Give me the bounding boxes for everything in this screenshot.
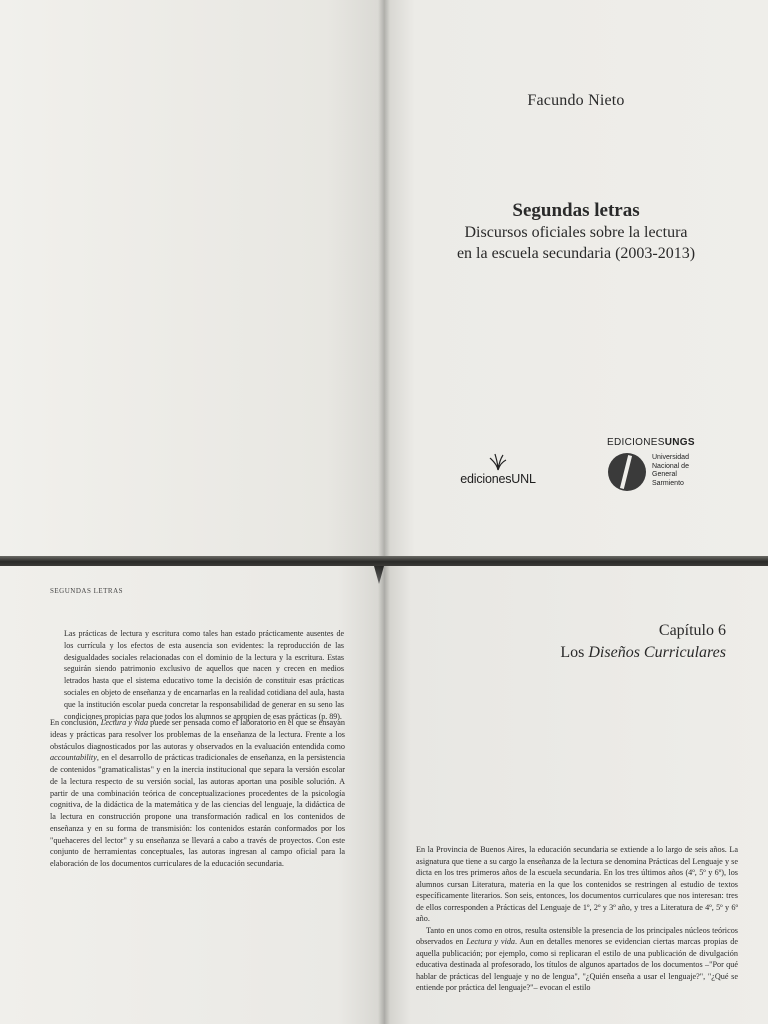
para2-italic: Lectura y vida <box>466 937 516 946</box>
body-italic-2: accountability <box>50 753 97 763</box>
chapter-title-italic: Diseños Curriculares <box>588 644 726 661</box>
body-text-c: , en el desarrollo de prácticas tradicionales de enseñanza, en la persistencia de contenidos "gramaticalistas" y en la inercia institucional que separa la versión escolar de la lectura respecto de su versión social, las autoras aportan una posible solución. A partir de una combinación teórica de conceptualizaciones procedentes de la psicología cognitiva, de la didáctica de la matemática y de las ciencias del lenguaje, la didáctica de la lectura en construcción propone una transformación radical en los contenidos de enseñanza y en su forma de transmisión: los contenidos estarán conformados por los "quehaceres del lector" y su enseñanza se llevará a cabo a través de proyectos. Con este conjunto de herramientas conceptuales, las autoras ingresan al campo oficial para la elaboración de los documentos curriculares de la educación secundaria. <box>50 753 345 868</box>
chapter-number: Capítulo 6 <box>658 622 726 639</box>
book-subtitle <box>384 222 768 264</box>
top-gutter-shadow <box>378 0 390 562</box>
body-text-b: puede ser pensada como el laboratorio en el que se ensayan ideas y prácticas para resolver los problemas de la enseñanza de la lectura. Frente a los obstáculos diagnosticados por las autoras y observados en la evaluación entendida como <box>50 718 345 751</box>
subtitle-line-2: en la escuela secundaria (2003-2013) <box>456 245 696 262</box>
ungs-line-4: Sarmiento <box>652 479 684 487</box>
para2-text-a: Tanto en unos como en otros, resulta ostensible la presencia de los principales núcleos teóricos observados en <box>416 925 738 946</box>
running-head: SEGUNDAS LETRAS <box>50 587 124 595</box>
ungs-heading-b: UNGS <box>664 437 695 448</box>
ungs-heading-a: EDICIONES <box>607 437 665 448</box>
conclusion-paragraph <box>50 717 345 870</box>
unl-logo-text: edicionesUNL <box>460 472 536 486</box>
quote-text: Las prácticas de lectura y escritura como tales han estado prácticamente ausentes de los currícula y los efectos de esta ausencia son evidentes: la reproducción de las desigualdades sociales relacionadas con el dominio de la lectura y la escritura. Estas seguirán siendo patrimonio exclusivo de aquellos que nacen y crecen en medios letrados hasta que el sistema educativo tome la decisión de constituir esas prácticas sociales en objeto de enseñanza y de encarnarlas en la realidad cotidiana del aula, hasta que la institución escolar pueda concretar la responsabilidad de generar en su seno las condiciones propicias para que todos los alumnos se apropien de esas prácticas (p. 89). <box>64 629 344 721</box>
paragraph-1: En la Provincia de Buenos Aires, la educación secundaria se extiende a lo largo de seis años. La asignatura que tiene a su cargo la enseñanza de la lectura se denomina Prácticas del Lenguaje y se dicta en los tres primeros años de la escuela secundaria. En los tres últimos años (4º, 5º y 6º), los alumnos cursan Literatura, materia en la que los contenidos se restringen al estudio de textos específicamente literarios. Son seis, entonces, los documentos curriculares que nos interesan: tres de ellos corresponden a Prácticas del Lenguaje de 1º, 2º y 3º año, y tres a Literatura de 4º, 5º y 6º año. <box>416 845 738 923</box>
unl-leaf-icon <box>488 452 508 472</box>
ungs-circle-icon <box>608 453 646 491</box>
ungs-line-3: General <box>652 471 677 478</box>
left-text-page <box>0 566 384 1024</box>
chapter-body <box>416 844 738 994</box>
ungs-logo-text <box>652 454 689 488</box>
body-italic-1: Lectura y vida <box>100 718 149 727</box>
title-page <box>384 0 768 562</box>
para2-text-b: . Aun en detalles menores se evidencian ciertas marcas propias de aquella publicación; por ejemplo, como si replicaran el estilo de una publicación de divulgación educativa destinada al profesorado, los títulos de algunos apartados de los documentos –"Por qué hablar de prácticas del lenguaje y no de lengua", "¿Quién enseña a usar el lenguaje?", "¿Qué se entiende por práctica del lenguaje?"– evocan el estilo <box>416 937 738 992</box>
author-name: Facundo Nieto <box>527 92 625 109</box>
book-title: Segundas letras <box>512 200 640 221</box>
bottom-gutter-shadow <box>378 566 390 1024</box>
paragraph-2 <box>416 925 738 994</box>
block-quote <box>64 628 344 722</box>
ediciones-unl-logo <box>448 452 548 486</box>
blank-left-page <box>0 0 384 562</box>
chapter-title-a: Los <box>560 644 589 661</box>
ungs-line-2: Nacional de <box>652 462 689 470</box>
ungs-logo-heading <box>607 437 695 448</box>
body-text-a: En conclusión, <box>50 718 101 727</box>
chapter-page <box>384 566 768 1024</box>
bottom-spread <box>0 566 768 1024</box>
ungs-line-1: Universidad <box>652 454 689 461</box>
subtitle-line-1: Discursos oficiales sobre la lectura <box>464 224 688 241</box>
chapter-title <box>560 644 726 662</box>
